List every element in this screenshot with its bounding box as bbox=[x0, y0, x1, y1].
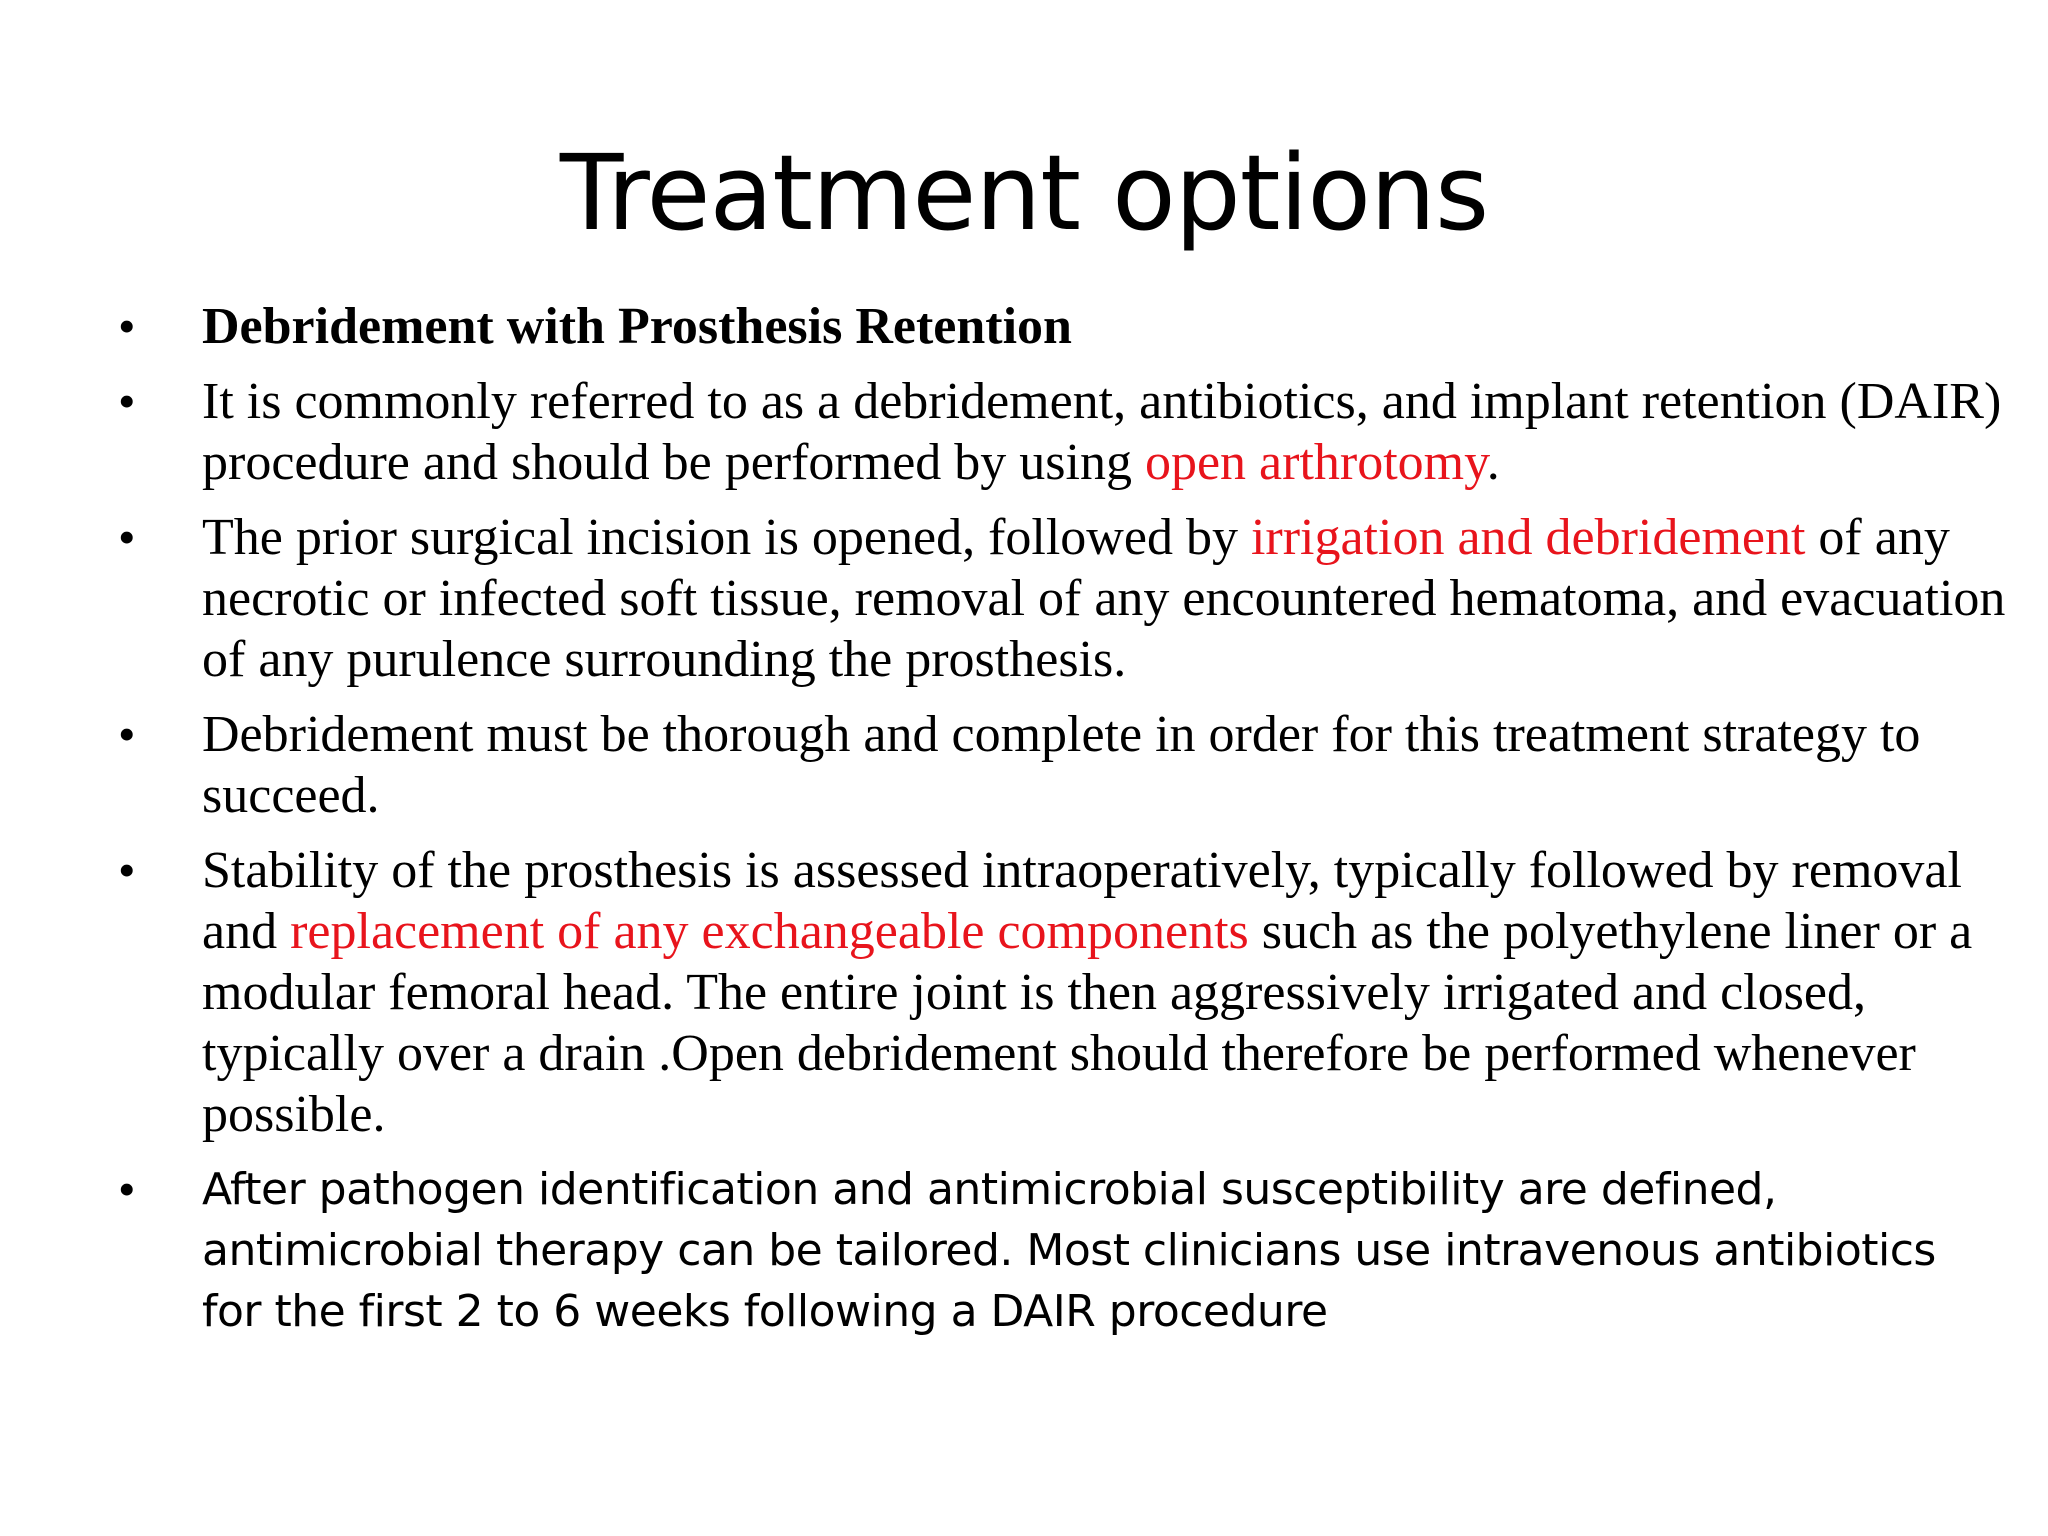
bullet-text: After pathogen identification and antimicrobial susceptibility are defined, antimicrobial therapy can be tailored. Most clinicians use intravenous antibiotics for the first 2 to 6 weeks following a DAIR procedure bbox=[202, 1164, 1936, 1337]
bullet-text-before: The prior surgical incision is opened, followed by bbox=[202, 509, 1251, 566]
highlighted-term: irrigation and debridement bbox=[1250, 509, 1806, 566]
bullet-marker: • bbox=[118, 298, 136, 354]
bullet-text bbox=[202, 371, 2008, 493]
bullet-marker: • bbox=[118, 373, 136, 429]
bullet-text-after: . bbox=[1486, 434, 1500, 491]
bullet-text: Debridement must be thorough and complete in order for this treatment strategy to succeed. bbox=[202, 706, 1921, 824]
bullet-item-antimicrobial bbox=[118, 1159, 2008, 1342]
bullet-text-before: It is commonly referred to as a debridement, antibiotics, and implant retention (DAIR) procedure and should be performed by using bbox=[202, 373, 2002, 491]
bullet-marker: • bbox=[118, 706, 136, 762]
bullet-marker: • bbox=[118, 842, 136, 898]
bullet-list bbox=[118, 296, 2008, 1356]
bullet-text: Debridement with Prosthesis Retention bbox=[202, 298, 1072, 355]
highlighted-term: open arthrotomy bbox=[1144, 434, 1487, 491]
bullet-text-after: of any necrotic or infected soft tissue, removal of any encountered hematoma, and evacuation of any purulence surrounding the prosthesis. bbox=[202, 509, 2006, 688]
bullet-marker: • bbox=[118, 509, 136, 565]
bullet-item-thorough bbox=[118, 704, 2008, 826]
bullet-item-dair-heading bbox=[118, 296, 2008, 357]
bullet-item-dair-definition bbox=[118, 371, 2008, 493]
slide-title: Treatment options bbox=[559, 132, 1489, 254]
bullet-text bbox=[202, 840, 2008, 1145]
highlighted-term: replacement of any exchangeable components bbox=[290, 903, 1249, 960]
bullet-text bbox=[202, 507, 2008, 690]
bullet-text-before: Stability of the prosthesis is assessed intraoperatively, typically followed by removal and bbox=[202, 842, 1962, 960]
bullet-item-incision bbox=[118, 507, 2008, 690]
bullet-item-stability bbox=[118, 840, 2008, 1145]
bullet-text-after: such as the polyethylene liner or a modular femoral head. The entire joint is then aggressively irrigated and closed, typically over a drain .Open debridement should therefore be performed whenever possible. bbox=[202, 903, 1973, 1143]
bullet-marker: • bbox=[118, 1161, 136, 1217]
